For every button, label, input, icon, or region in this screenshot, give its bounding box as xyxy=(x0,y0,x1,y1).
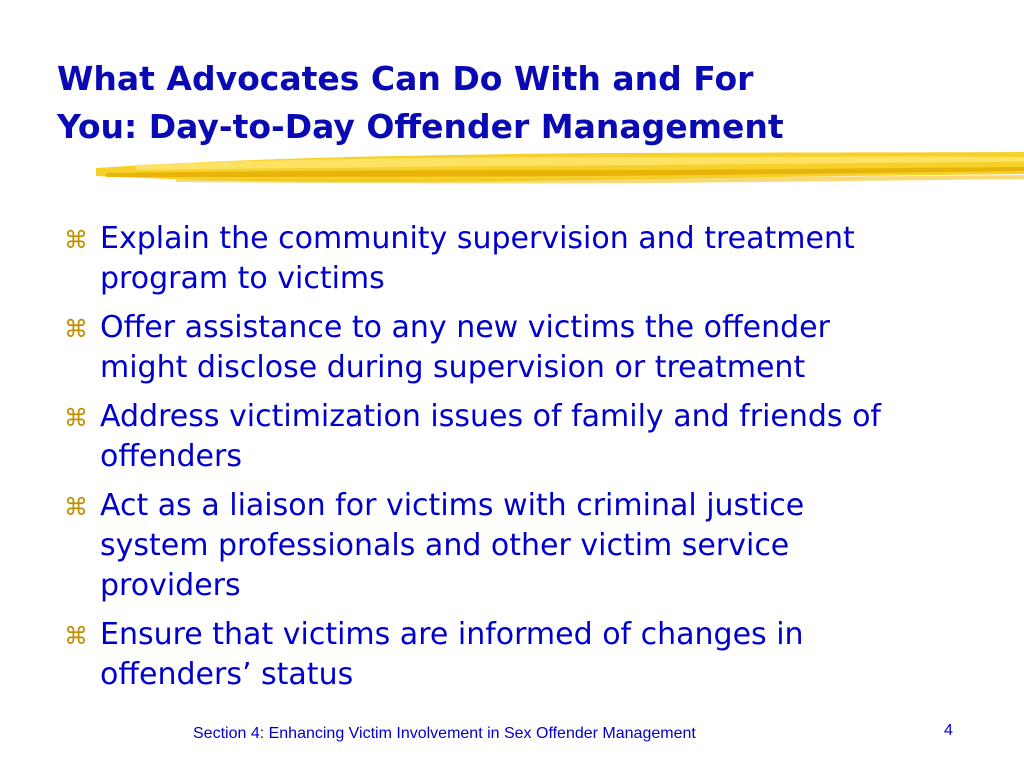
slide-title-line-1: What Advocates Can Do With and For xyxy=(57,59,754,98)
bullet-text-line: offenders’ status xyxy=(100,657,354,692)
bullet-text-line: Act as a liaison for victims with criminal justice xyxy=(100,488,805,523)
bullet-list xyxy=(62,219,962,704)
bullet-item xyxy=(62,219,962,299)
bullet-item xyxy=(62,308,962,388)
slide-footer: Section 4: Enhancing Victim Involvement in Sex Offender Management xyxy=(193,725,696,742)
bullet-text-line: system professionals and other victim service xyxy=(100,528,790,563)
command-key-icon: ⌘ xyxy=(64,404,88,432)
bullet-item xyxy=(62,486,962,606)
bullet-text-line: Address victimization issues of family and friends of xyxy=(100,399,881,434)
command-key-icon: ⌘ xyxy=(64,622,88,650)
bullet-item xyxy=(62,615,962,695)
page-number: 4 xyxy=(944,722,953,739)
bullet-item xyxy=(62,397,962,477)
command-key-icon: ⌘ xyxy=(64,493,88,521)
slide-title xyxy=(57,55,957,151)
command-key-icon: ⌘ xyxy=(64,226,88,254)
bullet-text-line: providers xyxy=(100,568,241,603)
command-key-icon: ⌘ xyxy=(64,315,88,343)
bullet-text-line: offenders xyxy=(100,439,242,474)
bullet-text-line: program to victims xyxy=(100,261,385,296)
bullet-text-line: Ensure that victims are informed of changes in xyxy=(100,617,804,652)
slide-title-line-2: You: Day-to-Day Offender Management xyxy=(57,107,784,146)
bullet-text-line: might disclose during supervision or treatment xyxy=(100,350,806,385)
bullet-text-line: Explain the community supervision and treatment xyxy=(100,221,855,256)
title-underline-brush-stroke xyxy=(96,146,1024,192)
bullet-text-line: Offer assistance to any new victims the offender xyxy=(100,310,830,345)
